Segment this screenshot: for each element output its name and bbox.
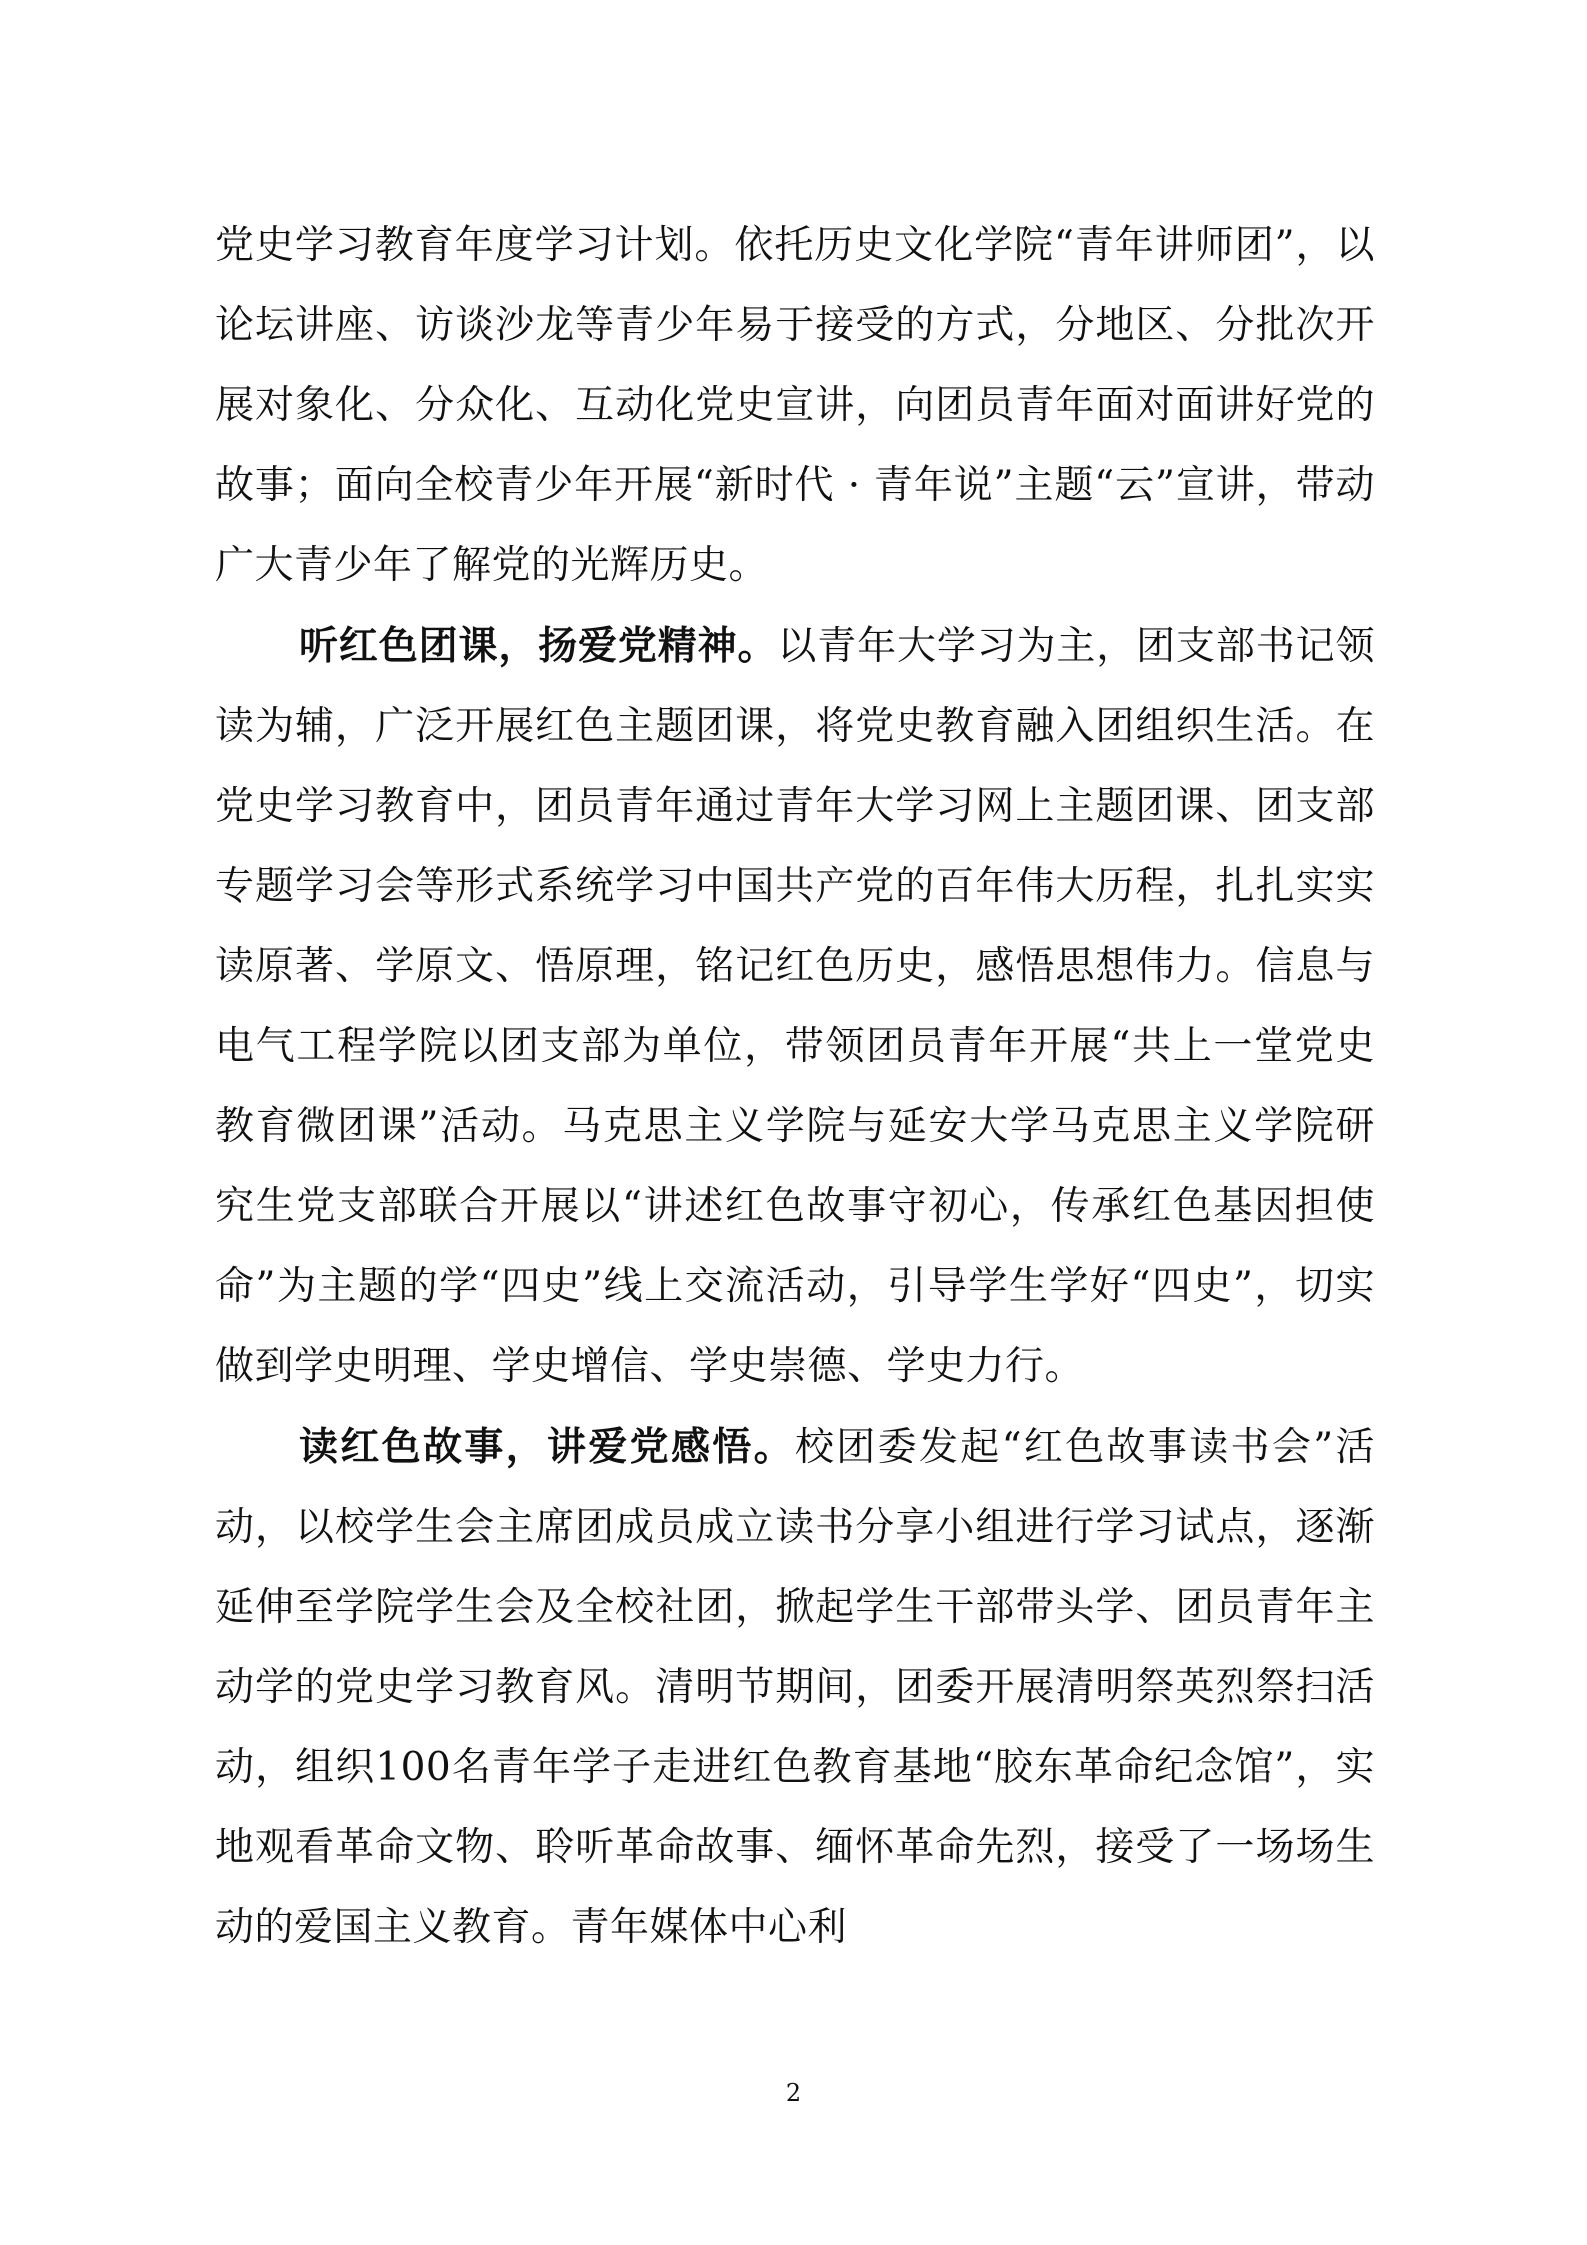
document-body xyxy=(215,205,1375,1968)
paragraph-text: 以青年大学习为主，团支部书记领读为辅，广泛开展红色主题团课，将党史教育融入团组织生活。在党史学习教育中，团员青年通过青年大学习网上主题团课、团支部专题学习会等形式系统学习中国共产党的百年伟大历程，扎扎实实读原著、学原文、悟原理，铭记红色历史，感悟思想伟力。信息与电气工程学院以团支部为单位，带领团员青年开展“共上一堂党史教育微团课”活动。马克思主义学院与延安大学马克思主义学院研究生党支部联合开展以“讲述红色故事守初心，传承红色基因担使命”为主题的学“四史”线上交流活动，引导学生学好“四史”，切实做到学史明理、学史增信、学史崇德、学史力行。 xyxy=(215,624,1375,1389)
paragraph-text: 党史学习教育年度学习计划。依托历史文化学院“青年讲师团”，以论坛讲座、访谈沙龙等青少年易于接受的方式，分地区、分批次开展对象化、分众化、互动化党史宣讲，向团员青年面对面讲好党的故事；面向全校青少年开展“新时代 · 青年说”主题“云”宣讲，带动广大青少年了解党的光辉历史。 xyxy=(215,223,1375,588)
paragraph-lead: 读红色故事，讲爱党感悟。 xyxy=(299,1424,795,1470)
paragraph-text: 校团委发起“红色故事读书会”活动，以校学生会主席团成员成立读书分享小组进行学习试点，逐渐延伸至学院学生会及全校社团，掀起学生干部带头学、团员青年主动学的党史学习教育风。清明节期间，团委开展清明祭英烈祭扫活动，组织100名青年学子走进红色教育基地“胶东革命纪念馆”，实地观看革命文物、聆听革命故事、缅怀革命先烈，接受了一场场生动的爱国主义教育。青年媒体中心利 xyxy=(215,1425,1375,1950)
paragraph-lead: 听红色团课，扬爱党精神。 xyxy=(299,623,778,669)
paragraph-red-stories xyxy=(215,1407,1375,1968)
paragraph-red-league-class xyxy=(215,606,1375,1407)
page-number: 2 xyxy=(785,2079,802,2107)
paragraph-plan-continuation xyxy=(215,205,1375,606)
